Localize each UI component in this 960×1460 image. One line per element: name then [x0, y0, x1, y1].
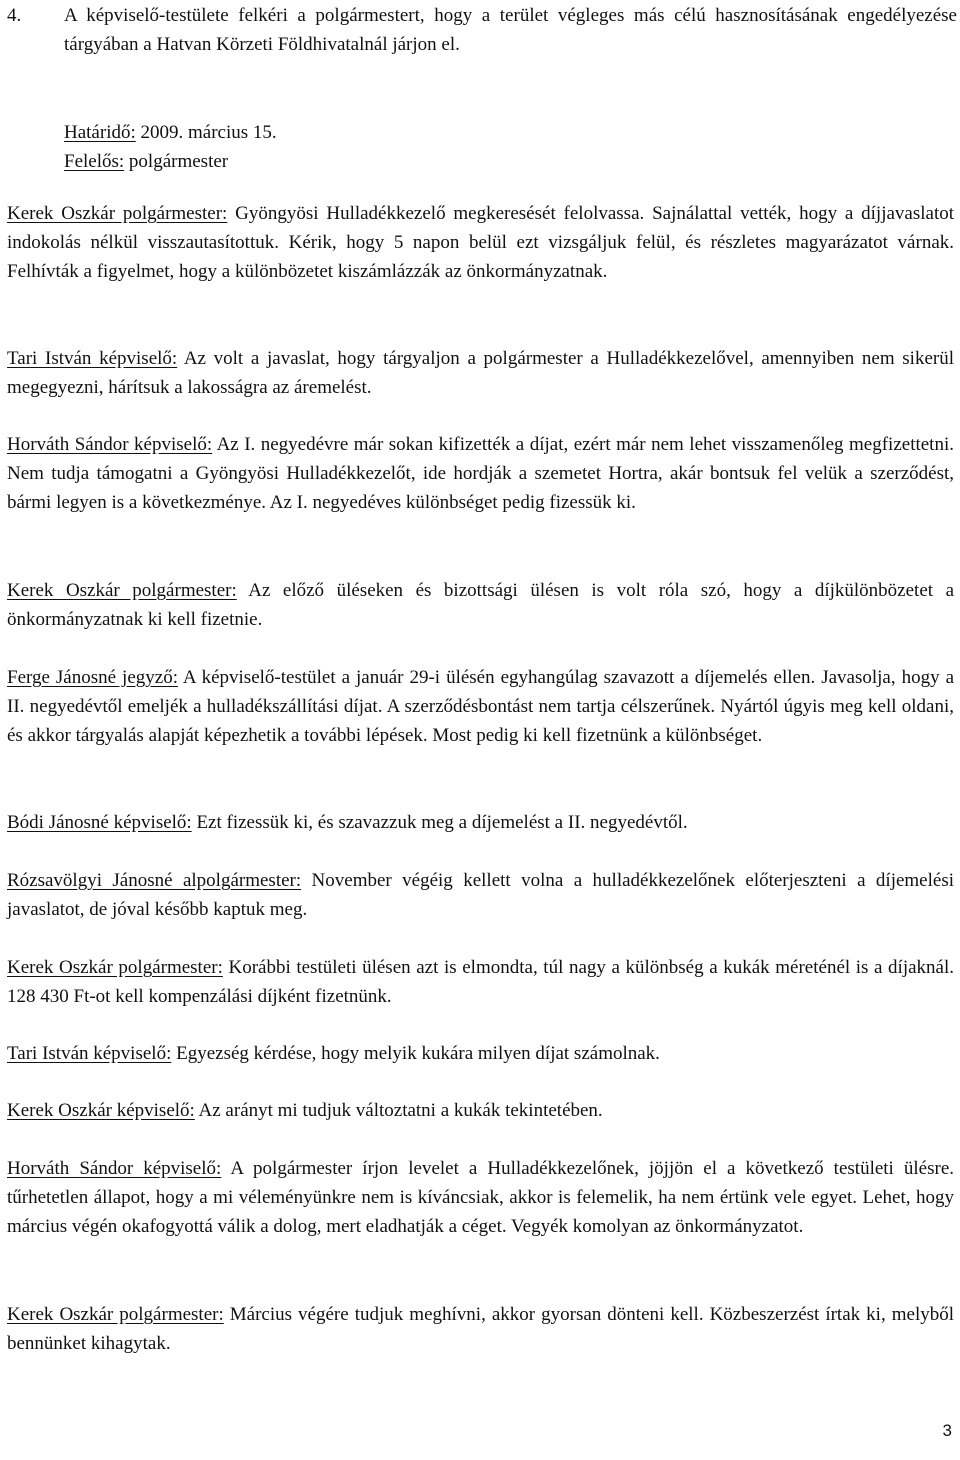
speaker-name: Bódi Jánosné képviselő:	[7, 812, 192, 833]
speaker-name: Kerek Oszkár polgármester:	[7, 1304, 224, 1325]
paragraph	[7, 1040, 954, 1069]
paragraph	[7, 345, 954, 403]
paragraph	[7, 1301, 954, 1359]
paragraph	[7, 1155, 954, 1241]
paragraph-text: Az arányt mi tudjuk változtatni a kukák tekintetében.	[194, 1100, 603, 1121]
speaker-name: Tari István képviselő:	[7, 1043, 172, 1064]
deadline-value: 2009. március 15.	[135, 122, 277, 143]
speaker-name: Kerek Oszkár polgármester:	[7, 957, 223, 978]
paragraph	[7, 664, 954, 750]
paragraph	[7, 1097, 954, 1126]
paragraph-text: A képviselő-testület a január 29-i ülésén egyhangúlag szavazott a díjemelés ellen. Javasolja, hogy a II. negyedévtől emeljék a hulladékszállítási díjat. A szerződésbontást nem tartja célszerűnek. Nyártól úgyis meg kell oldani, és akkor tárgyalás alapját képezhetik a további lépések. Most pedig ki kell fizetnünk a különbséget.	[7, 667, 955, 746]
paragraph-text: Ezt fizessük ki, és szavazzuk meg a díjemelést a II. negyedévtől.	[191, 812, 688, 833]
speaker-name: Tari István képviselő:	[7, 348, 178, 369]
speaker-name: Kerek Oszkár képviselő:	[7, 1100, 195, 1121]
paragraph-text: Az volt a javaslat, hogy tárgyaljon a polgármester a Hulladékkezelővel, amennyiben nem sikerül megegyezni, hárítsuk a lakosságra az áremelést.	[7, 348, 954, 398]
paragraph-text: Az előző üléseken és bizottsági ülésen is volt róla szó, hogy a díjkülönbözetet a önkormányzatnak ki kell fizetnie.	[7, 580, 955, 630]
item-number: 4.	[7, 5, 22, 26]
speaker-name: Horváth Sándor képviselő:	[7, 434, 213, 455]
numbered-item	[7, 1, 957, 59]
paragraph	[7, 809, 954, 838]
item-text: A képviselő-testülete felkéri a polgármestert, hogy a terület végleges más célú hasznosításának engedélyezése tárgyában a Hatvan Körzeti Földhivatalnál járjon el.	[64, 5, 957, 55]
responsible-line	[64, 147, 944, 176]
paragraph	[7, 200, 954, 286]
paragraph	[7, 954, 954, 1012]
paragraph-text: Egyezség kérdése, hogy melyik kukára milyen díjat számolnak.	[171, 1043, 660, 1064]
speaker-name: Horváth Sándor képviselő:	[7, 1158, 222, 1179]
deadline-label: Határidő:	[64, 122, 136, 143]
page-number: 3	[942, 1421, 952, 1440]
speaker-name: Kerek Oszkár polgármester:	[7, 203, 228, 224]
paragraph-text: Korábbi testületi ülésen azt is elmondta, túl nagy a különbség a kukák méreténél is a díjaknál. 128 430 Ft-ot kell kompenzálási díjként fizetnünk.	[7, 957, 955, 1007]
paragraph-text: November végéig kellett volna a hulladékkezelőnek előterjeszteni a díjemelési javaslatot, de jóval később kaptuk meg.	[7, 870, 954, 920]
speaker-name: Ferge Jánosné jegyző:	[7, 667, 178, 688]
paragraph	[7, 577, 954, 635]
paragraph	[7, 867, 954, 925]
speaker-name: Rózsavölgyi Jánosné alpolgármester:	[7, 870, 302, 891]
responsible-label: Felelős:	[64, 151, 125, 172]
paragraph-text: Március végére tudjuk meghívni, akkor gyorsan dönteni kell. Közbeszerzést írtak ki, melyből bennünket kihagytak.	[7, 1304, 954, 1354]
speaker-name: Kerek Oszkár polgármester:	[7, 580, 237, 601]
paragraph	[7, 431, 954, 517]
deadline-line	[64, 118, 944, 147]
paragraph-text: A polgármester írjon levelet a Hulladékkezelőnek, jöjjön el a következő testületi ülésre. tűrhetetlen állapot, hogy a mi véleményünkre nem is kíváncsiak, akkor is felemelik, ha nem értünk vele egyet. Lehet, hogy március végén okafogyottá válik a dolog, mert eladhatják a céget. Vegyék komolyan az önkormányzatot.	[7, 1158, 955, 1237]
paragraph-text: Gyöngyösi Hulladékkezelő megkeresését felolvassa. Sajnálattal vették, hogy a díjjavaslatot indokolás nélkül visszautasítottuk. Kérik, hogy 5 napon belül ezt vizsgáljuk felül, és részletes magyarázatot várnak. Felhívták a figyelmet, hogy a különbözetet kiszámlázzák az önkormányzatnak.	[7, 203, 954, 282]
paragraph-text: Az I. negyedévre már sokan kifizették a díjat, ezért már nem lehet visszamenőleg megfizettetni. Nem tudja támogatni a Gyöngyösi Hulladékkezelőt, ide hordják a szemetet Hortra, akár bontsuk fel velük a szerződést, bármi legyen is a következménye. Az I. negyedéves különbséget pedig fizessük ki.	[7, 434, 954, 513]
responsible-value: polgármester	[124, 151, 229, 172]
